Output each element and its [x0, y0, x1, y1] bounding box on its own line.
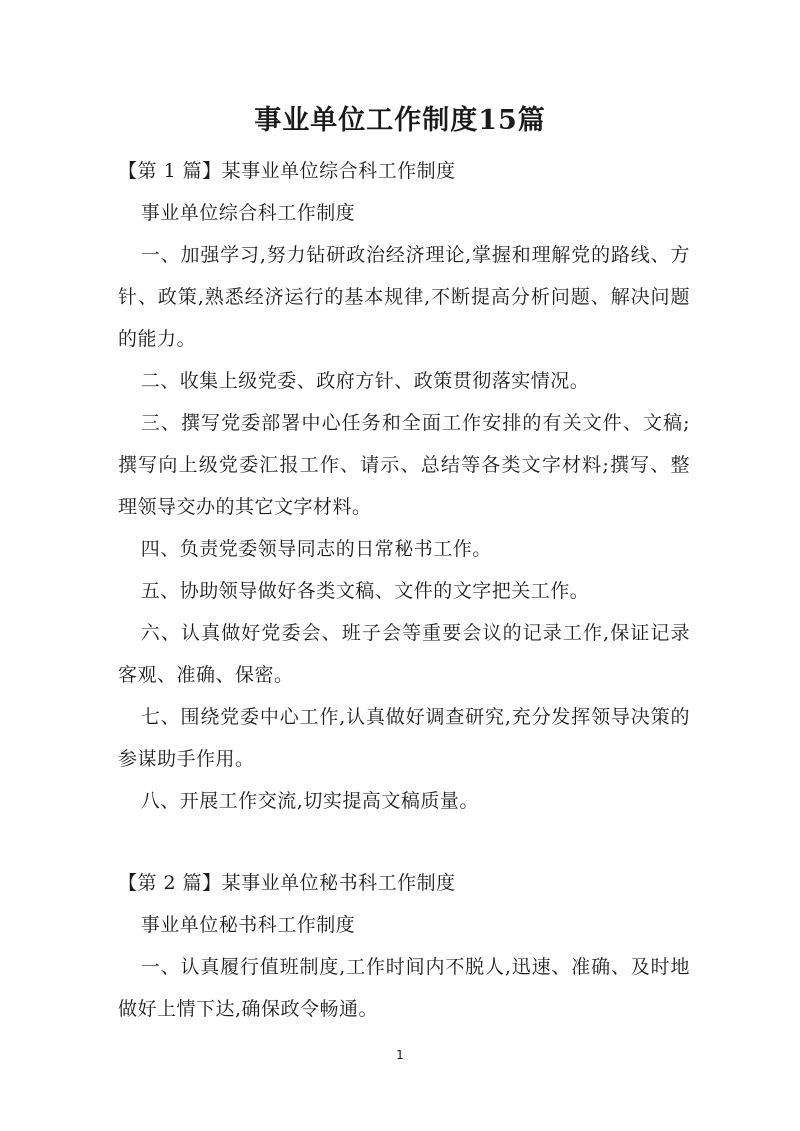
paragraph: 二、收集上级党委、政府方针、政策贯彻落实情况。: [140, 370, 590, 392]
section-subtitle: 事业单位综合科工作制度: [140, 202, 356, 224]
section-heading: 【第 2 篇】某事业单位秘书科工作制度: [118, 872, 456, 894]
paragraph: 三、撰写党委部署中心任务和全面工作安排的有关文件、文稿;撰写向上级党委汇报工作、请示、总结等各类文字材料;撰写、整理领导交办的其它文字材料。: [118, 412, 690, 518]
section-subtitle: 事业单位秘书科工作制度: [140, 914, 356, 936]
document-title: 事业单位工作制度15篇: [254, 105, 546, 136]
paragraph: 四、负责党委领导同志的日常秘书工作。: [140, 538, 492, 560]
page-number: 1: [396, 1048, 404, 1062]
section-2: [118, 862, 690, 1030]
paragraph: 六、认真做好党委会、班子会等重要会议的记录工作,保证记录客观、准确、保密。: [118, 622, 690, 686]
paragraph: 七、围绕党委中心工作,认真做好调查研究,充分发挥领导决策的参谋助手作用。: [118, 706, 690, 770]
paragraph: 五、协助领导做好各类文稿、文件的文字把关工作。: [140, 580, 590, 602]
paragraph: 一、加强学习,努力钻研政治经济理论,掌握和理解党的路线、方针、政策,熟悉经济运行的基本规律,不断提高分析问题、解决问题的能力。: [118, 244, 690, 350]
section-1: [118, 150, 690, 822]
paragraph: 八、开展工作交流,切实提高文稿质量。: [140, 790, 479, 812]
paragraph: 一、认真履行值班制度,工作时间内不脱人,迅速、准确、及时地做好上情下达,确保政令畅通。: [118, 956, 690, 1020]
section-heading: 【第 1 篇】某事业单位综合科工作制度: [118, 160, 456, 182]
